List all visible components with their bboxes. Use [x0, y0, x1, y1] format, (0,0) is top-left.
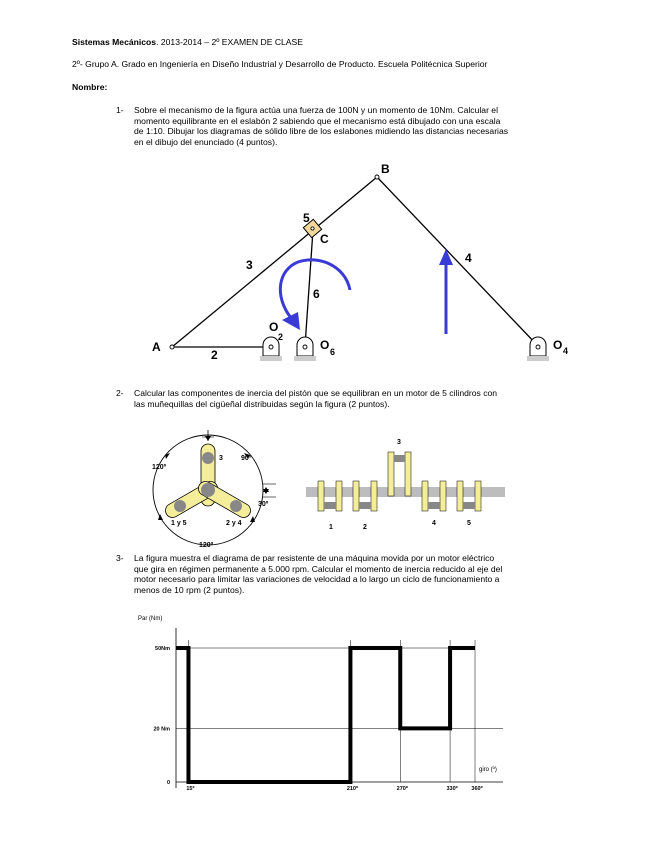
label-angle-90: 90º — [241, 455, 252, 462]
y-tick-label: 50Nm — [155, 646, 170, 652]
label-angle-120b: 120º — [199, 542, 214, 549]
label-o4: O — [553, 338, 563, 352]
chart-gridlines — [176, 640, 503, 782]
y-axis-label: Par (Nm) — [138, 616, 163, 622]
label-link-3: 3 — [246, 258, 253, 272]
x-tick-label: 330º — [446, 786, 458, 792]
y-tick-label: 0 — [166, 780, 170, 786]
q1-line: en el dibujo del enunciado (4 puntos). — [134, 136, 278, 147]
course-name: Sistemas Mecánicos — [72, 37, 157, 47]
q3-number: 3- — [116, 553, 124, 563]
label-crank-2y4: 2 y 4 — [226, 520, 242, 527]
name-label: Nombre: — [72, 82, 108, 92]
q1-line: de 1:10. Dibujar los diagramas de sólido libre de los eslabones midiendo las distancias necesarias — [134, 126, 509, 137]
x-axis-label: giro (º) — [479, 767, 497, 773]
label-b: B — [381, 162, 390, 176]
label-link-6: 6 — [313, 287, 320, 301]
label-o6: O — [320, 338, 330, 352]
label-c: C — [320, 232, 329, 246]
label-angle-120a: 120º — [152, 464, 167, 471]
group-line: 2º- Grupo A. Grado en Ingeniería en Diseño Industrial y Desarrollo de Producto. Escuela Politécnica Superior — [72, 59, 488, 69]
q1-line: momento equilibrante en el eslabón 2 sabiendo que el mecanismo está dibujado con una escala — [134, 115, 501, 126]
label-shaft-4: 4 — [432, 520, 436, 527]
x-tick-label: 270º — [396, 786, 408, 792]
exam-name: . 2013-2014 – 2º EXAMEN DE CLASE — [156, 37, 303, 47]
label-o4-sub: 4 — [563, 346, 569, 356]
q1-line: Sobre el mecanismo de la figura actúa una fuerza de 100N y un momento de 10Nm. Calcular el — [134, 105, 499, 115]
q3-line: menos de 10 rpm (2 puntos). — [134, 584, 245, 595]
q3-line: que gira en régimen permanente a 5.000 rpm. Calcular el momento de inercia reducido al eje del — [134, 563, 503, 574]
label-shaft-2: 2 — [363, 524, 367, 531]
label-crank-1y5: 1 y 5 — [171, 520, 187, 527]
label-crank-3: 3 — [219, 455, 223, 462]
label-o6-sub: 6 — [330, 347, 336, 357]
x-tick-label: 360º — [471, 786, 483, 792]
label-angle-30: 30º — [258, 501, 269, 508]
label-link-4: 4 — [465, 251, 472, 265]
torque-series-line — [176, 648, 475, 782]
q2-number: 2- — [116, 388, 124, 398]
label-shaft-5: 5 — [467, 520, 471, 527]
label-link-5: 5 — [303, 211, 310, 225]
label-shaft-3: 3 — [397, 439, 401, 446]
q1-number: 1- — [116, 105, 124, 115]
q2-line: las muñequillas del cigüeñal distribuidas según la figura (2 puntos). — [134, 398, 390, 409]
x-tick-label: 210º — [346, 786, 359, 792]
q3-line: motor necesario para limitar las variaciones de velocidad a lo largo un ciclo de funcionamiento a — [134, 574, 500, 585]
label-shaft-1: 1 — [329, 524, 333, 531]
label-o2-sub: 2 — [278, 332, 284, 342]
y-tick-label: 20 Nm — [153, 726, 170, 733]
q2-line: Calcular las componentes de inercia del pistón que se equilibran en un motor de 5 cilindros con — [134, 388, 498, 398]
x-tick-label: 15º — [186, 786, 195, 792]
label-a: A — [152, 340, 161, 354]
label-o2: O — [269, 320, 279, 334]
q3-line: La figura muestra el diagrama de par resistente de una máquina movida por un motor eléctrico — [134, 553, 495, 563]
label-link-2: 2 — [211, 348, 218, 362]
